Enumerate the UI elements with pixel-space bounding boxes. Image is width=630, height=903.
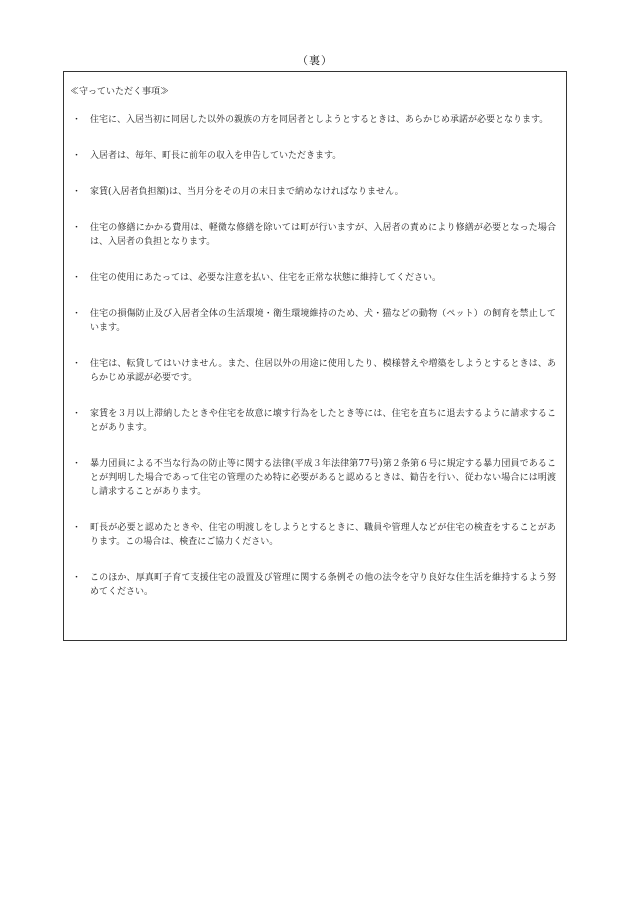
- rule-item-3: [70, 185, 558, 199]
- bullet-icon: ・: [72, 151, 82, 161]
- bullet-icon: ・: [72, 523, 82, 533]
- rule-item-2: [70, 149, 558, 163]
- bullet-icon: ・: [72, 459, 82, 469]
- rule-text: 入居者は、毎年、町長に前年の収入を申告していただきます。: [90, 151, 342, 161]
- rule-item-6: [70, 307, 558, 335]
- bullet-icon: ・: [72, 309, 82, 319]
- rule-text: 住宅に、入居当初に同居した以外の親族の方を同居者としようとするときは、あらかじめ承諾が必要となります。: [90, 115, 549, 125]
- rule-item-1: [70, 113, 558, 127]
- bullet-icon: ・: [72, 573, 82, 583]
- bullet-icon: ・: [72, 187, 82, 197]
- rule-item-5: [70, 271, 558, 285]
- rule-text: 住宅の損傷防止及び入居者全体の生活環境・衛生環境維持のため、犬・猫などの動物（ペット）の飼育を禁止しています。: [90, 309, 556, 333]
- rule-item-8: [70, 407, 558, 435]
- rule-item-9: [70, 457, 558, 499]
- rule-item-7: [70, 357, 558, 385]
- notice-title: ≪守っていただく事項≫: [70, 87, 170, 97]
- rule-text: 家賃(入居者負担額)は、当月分をその月の末日まで納めなければなりません。: [90, 187, 404, 197]
- rule-item-10: [70, 521, 558, 549]
- rule-text: 住宅は、転貸してはいけません。また、住居以外の用途に使用したり、模様替えや増築をしようとするときは、あらかじめ承認が必要です。: [90, 359, 556, 383]
- bullet-icon: ・: [72, 223, 82, 233]
- bullet-icon: ・: [72, 359, 82, 369]
- rule-text: 家賃を３月以上滞納したときや住宅を故意に壊す行為をしたとき等には、住宅を直ちに退去するように請求することがあります。: [90, 409, 556, 433]
- notice-box: [63, 71, 567, 641]
- rule-text: このほか、厚真町子育て支援住宅の設置及び管理に関する条例その他の法令を守り良好な住生活を維持するよう努めてください。: [90, 573, 556, 597]
- rule-text: 暴力団員による不当な行為の防止等に関する法律(平成３年法律第77号)第２条第６号に規定する暴力団員であることが判明した場合であって住宅の管理のため特に必要があると認めるときは、勧告を行い、従わない場合には明渡し請求することがあります。: [90, 459, 556, 497]
- bullet-icon: ・: [72, 273, 82, 283]
- rules-list: [70, 113, 558, 599]
- rule-item-4: [70, 221, 558, 249]
- page-heading: （裏）: [297, 54, 333, 67]
- rule-item-11: [70, 571, 558, 599]
- bullet-icon: ・: [72, 115, 82, 125]
- rule-text: 住宅の修繕にかかる費用は、軽微な修繕を除いては町が行いますが、入居者の責めにより修繕が必要となった場合は、入居者の負担となります。: [90, 223, 556, 247]
- rule-text: 町長が必要と認めたときや、住宅の明渡しをしようとするときに、職員や管理人などが住宅の検査をすることがあります。この場合は、検査にご協力ください。: [90, 523, 556, 547]
- rule-text: 住宅の使用にあたっては、必要な注意を払い、住宅を正常な状態に維持してください。: [90, 273, 442, 283]
- bullet-icon: ・: [72, 409, 82, 419]
